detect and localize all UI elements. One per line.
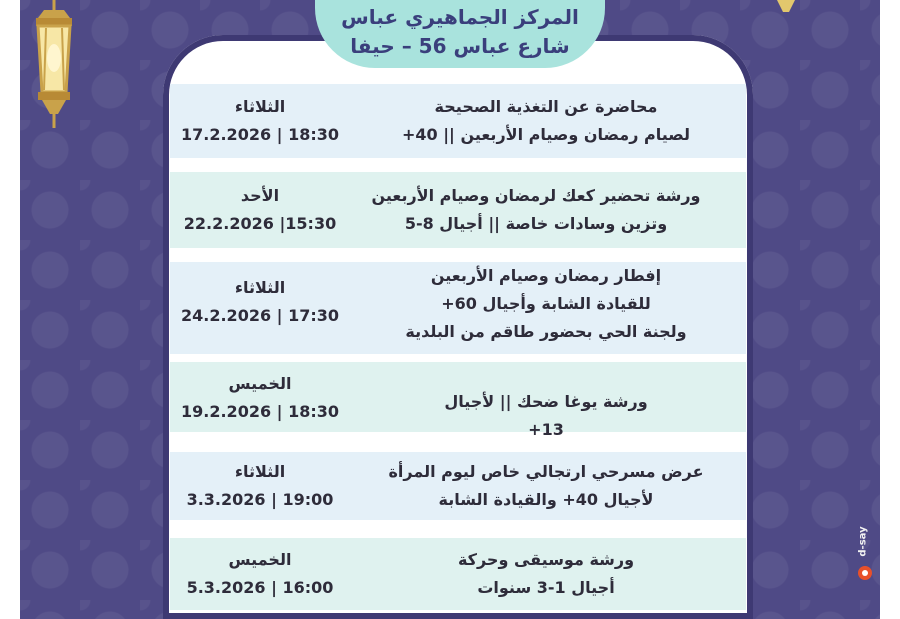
lantern-icon — [24, 0, 84, 130]
event-datetime: 3.3.2026 | 19:00 — [186, 490, 334, 509]
event-datetime: 24.2.2026 | 17:30 — [181, 306, 339, 325]
event-row — [170, 452, 746, 520]
event-title: ورشة يوغا ضحك || لأجيال — [444, 392, 648, 411]
event-details: وتزين وسادات خاصة || أجيال 8-5 — [404, 214, 668, 233]
event-schedule — [170, 458, 350, 514]
event-datetime: 17.2.2026 | 18:30 — [181, 125, 339, 144]
event-schedule — [170, 370, 350, 426]
event-day: الثلاثاء — [234, 278, 286, 297]
header-banner — [315, 0, 605, 68]
event-row — [170, 84, 746, 158]
event-row — [170, 172, 746, 248]
event-details: للقيادة الشابة وأجيال 60+ — [441, 294, 651, 313]
event-description — [326, 182, 746, 238]
event-datetime: 5.3.2026 | 16:00 — [186, 578, 334, 597]
event-day: الثلاثاء — [234, 97, 286, 116]
event-schedule — [170, 274, 350, 330]
event-description — [346, 262, 746, 346]
event-description — [346, 93, 746, 149]
event-description — [346, 458, 746, 514]
event-details: لصيام رمضان وصيام الأربعين || 40+ — [401, 125, 691, 144]
event-extra: ولجنة الحي بحضور طاقم من البلدية — [405, 322, 687, 341]
event-day: الثلاثاء — [234, 462, 286, 481]
event-day: الخميس — [228, 374, 292, 393]
center-name: المركز الجماهيري عباس — [341, 5, 579, 29]
brand-logo-icon — [857, 565, 873, 581]
event-details: أجيال 1-3 سنوات — [477, 578, 615, 597]
event-details: 13+ — [528, 420, 564, 439]
ornament-icon — [775, 0, 797, 14]
event-description — [346, 388, 746, 444]
event-description — [346, 546, 746, 602]
event-datetime: 22.2.2026 |15:30 — [183, 214, 337, 233]
event-details: لأجيال 40+ والقيادة الشابة — [438, 490, 654, 509]
event-day: الخميس — [228, 550, 292, 569]
center-address: شارع عباس 56 – حيفا — [350, 34, 570, 58]
brand-text: d-say — [857, 526, 869, 557]
event-schedule — [170, 546, 350, 602]
event-title: إفطار رمضان وصيام الأربعين — [430, 266, 662, 285]
event-row — [170, 262, 746, 354]
event-title: ورشة موسيقى وحركة — [457, 550, 635, 569]
event-day: الأحد — [240, 186, 280, 205]
event-title: ورشة تحضير كعك لرمضان وصيام الأربعين — [371, 186, 701, 205]
event-datetime: 19.2.2026 | 18:30 — [181, 402, 339, 421]
event-title: عرض مسرحي ارتجالي خاص ليوم المرأة — [388, 462, 704, 481]
event-schedule — [170, 93, 350, 149]
event-schedule — [170, 182, 350, 238]
event-row — [170, 538, 746, 610]
event-row — [170, 362, 746, 439]
event-title: محاضرة عن التغذية الصحيحة — [434, 97, 658, 116]
